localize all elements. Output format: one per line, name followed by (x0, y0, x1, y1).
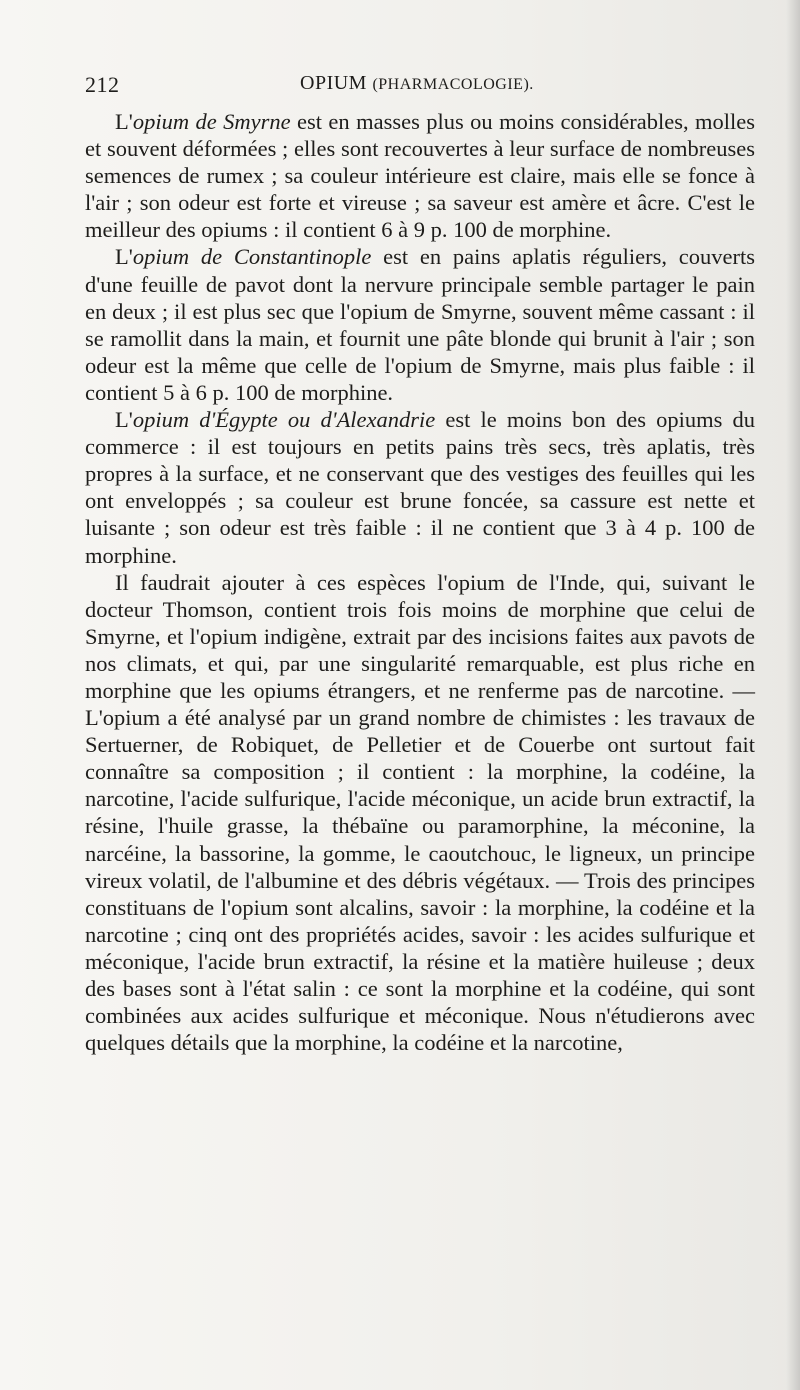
page-edge-shadow (786, 0, 800, 1390)
paragraph-body: est en masses plus ou moins considérables, molles et souvent déformées ; elles sont recouvertes à leur surface de nombreuses semences de rumex ; sa couleur intérieure est claire, mais elle se fonce à l'air ; son odeur est forte et vireuse ; sa saveur est amère et âcre. C'est le meilleur des opiums : il contient 6 à 9 p. 100 de morphine. (85, 109, 755, 243)
paragraph-article: L' (115, 407, 133, 433)
paragraph-body: est le moins bon des opiums du commerce : il est toujours en petits pains très secs, très aplatis, très propres à la surface, et ne conservant que des vestiges des feuilles qui les ont enveloppés ; sa couleur est brune foncée, sa cassure est nette et luisante ; son odeur est très faible : il ne contient que 3 à 4 p. 100 de morphine. (85, 407, 755, 568)
paragraph-subject: opium de Constantinople (132, 244, 372, 270)
running-title-sub: (PHARMACOLOGIE). (372, 76, 534, 93)
paragraph-article: L' (115, 244, 133, 270)
page-number: 212 (85, 72, 120, 97)
paragraph-body: Il faudrait ajouter à ces espèces l'opium de l'Inde, qui, suivant le docteur Thomson, contient trois fois moins de morphine que celui de Smyrne, et l'opium indigène, extrait par des incisions faites aux pavots de nos climats, et qui, par une singularité remarquable, est plus riche en morphine que les opiums étrangers, et ne renferme pas de narcotine. — L'opium a été analysé par un grand nombre de chimistes : les travaux de Sertuerner, de Robiquet, de Pelletier et de Couerbe ont surtout fait connaître sa composition ; il contient : la morphine, la codéine, la narcotine, l'acide sulfurique, l'acide méconique, un acide brun extractif, la résine, l'huile grasse, la thébaïne ou paramorphine, la méconine, la narcéine, la bassorine, la gomme, le caoutchouc, le ligneux, un principe vireux volatil, de l'albumine et des débris végétaux. — Trois des principes constituans de l'opium sont alcalins, savoir : la morphine, la codéine et la narcotine ; cinq ont des propriétés acides, savoir : les acides sulfurique et méconique, l'acide brun extractif, la résine et la matière huileuse ; deux des bases sont à l'état salin : ce sont la morphine et la codéine, qui sont combinées aux acides sulfurique et méconique. Nous n'étudierons avec quelques détails que la morphine, la codéine et la narcotine, (85, 569, 755, 1056)
paragraph-composition (85, 569, 755, 1057)
paragraph-subject: opium d'Égypte ou d'Alexandrie (132, 407, 436, 433)
paragraph-body: est en pains aplatis réguliers, couverts d'une feuille de pavot dont la nervure principale semble partager le pain en deux ; il est plus sec que l'opium de Smyrne, souvent même cassant : il se ramollit dans la main, et fournit une pâte blonde qui brunit à l'air ; son odeur est la même que celle de l'opium de Smyrne, mais plus faible : il contient 5 à 6 p. 100 de morphine. (85, 244, 755, 405)
paragraph-constantinople (85, 243, 755, 406)
running-header (85, 72, 755, 106)
paragraph-egypte (85, 406, 755, 569)
paragraph-article: L' (115, 109, 133, 134)
running-title (300, 72, 534, 95)
body-text (85, 108, 755, 1056)
running-title-main: OPIUM (300, 72, 367, 94)
paragraph-smyrne (85, 108, 755, 243)
paragraph-subject: opium de Smyrne (132, 109, 291, 134)
